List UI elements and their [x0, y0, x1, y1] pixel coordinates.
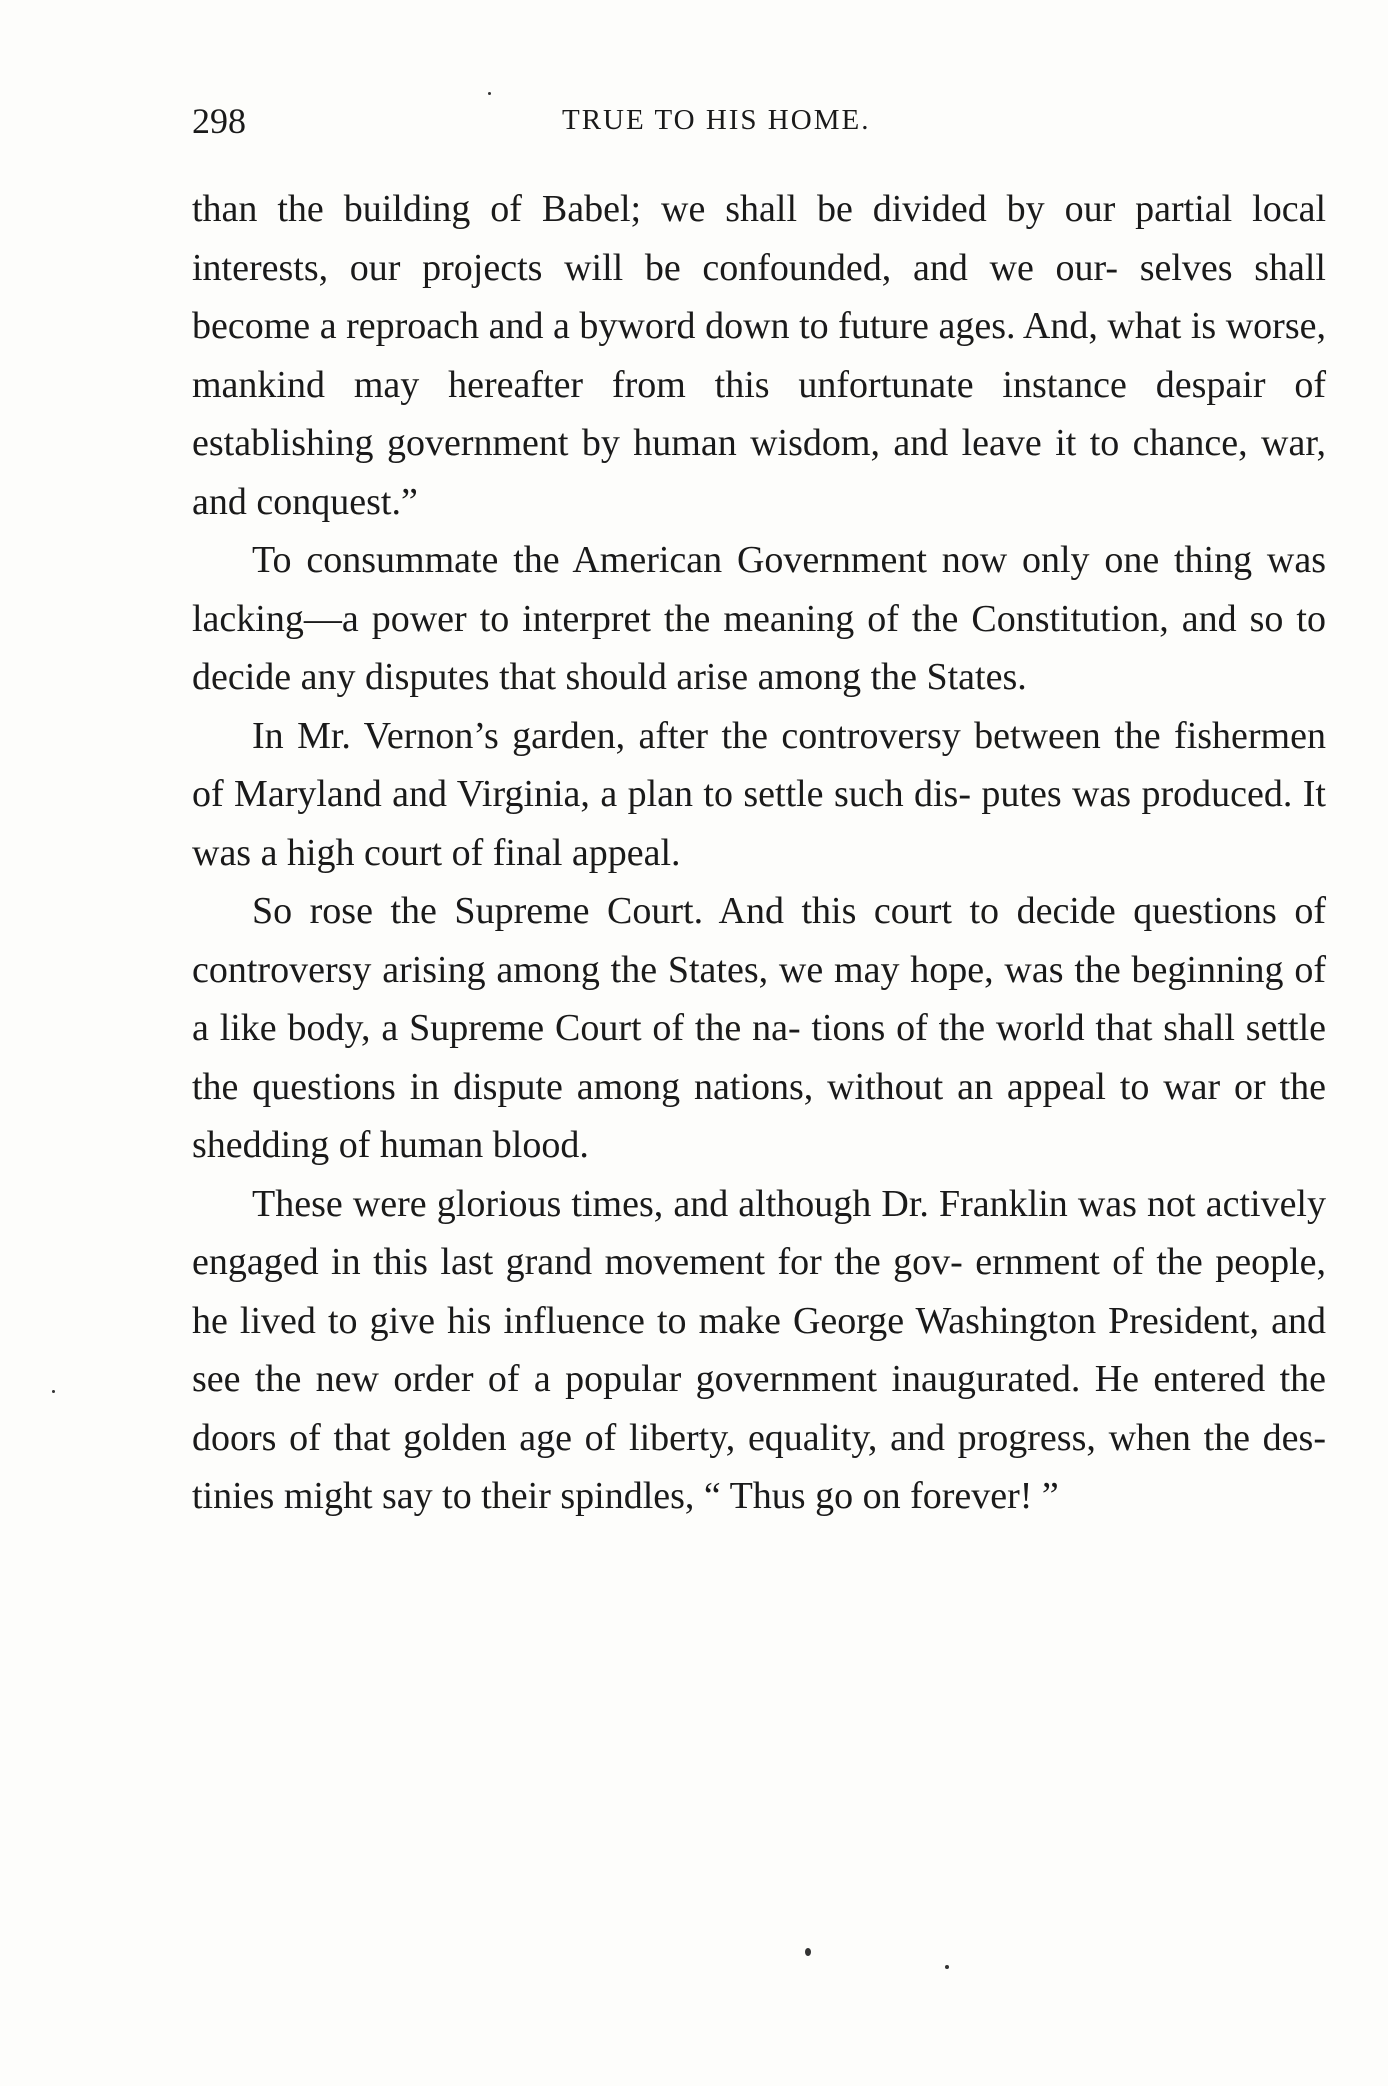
paragraph-4: So rose the Supreme Court. And this court to decide questions of controversy arising among the States, we may hope, was the beginning of a like body, a Supreme Court of the na- tions of the world that shall settle the questions in dispute among nations, without an appeal to war or the shedding of human blood.	[192, 890, 1326, 1166]
paragraph-1: than the building of Babel; we shall be divided by our partial local interests, our projects will be confounded, and we our- selves shall become a reproach and a byword down to future ages. And, what is worse, mankind may hereafter from this unfortunate instance despair of establishing government by human wisdom, and leave it to chance, war, and conquest.”	[192, 188, 1326, 523]
page-number: 298	[192, 101, 246, 141]
running-title: TRUE TO HIS HOME.	[562, 104, 871, 136]
paragraph-5: These were glorious times, and although Dr. Franklin was not actively engaged in this last grand movement for the gov- ernment of the people, he lived to give his influence to make George Washington President, and see the new order of a popular government inaugurated. He entered the doors of that golden age of liberty, equality, and progress, when the des- tinies might say to their spindles, “ Thus go on forever! ”	[192, 1182, 1326, 1517]
page-header	[192, 100, 1322, 150]
paragraph-2: To consummate the American Government now only one thing was lacking—a power to interpret the meaning of the Constitution, and so to decide any disputes that should arise among the States.	[192, 539, 1326, 698]
print-speck	[488, 92, 491, 95]
body-text	[192, 180, 1326, 1526]
paragraph-3: In Mr. Vernon’s garden, after the controversy between the fishermen of Maryland and Virginia, a plan to settle such dis- putes was produced. It was a high court of final appeal.	[192, 714, 1326, 874]
print-speck	[945, 1965, 949, 1969]
print-speck	[805, 1948, 811, 1956]
print-speck	[52, 1390, 55, 1393]
